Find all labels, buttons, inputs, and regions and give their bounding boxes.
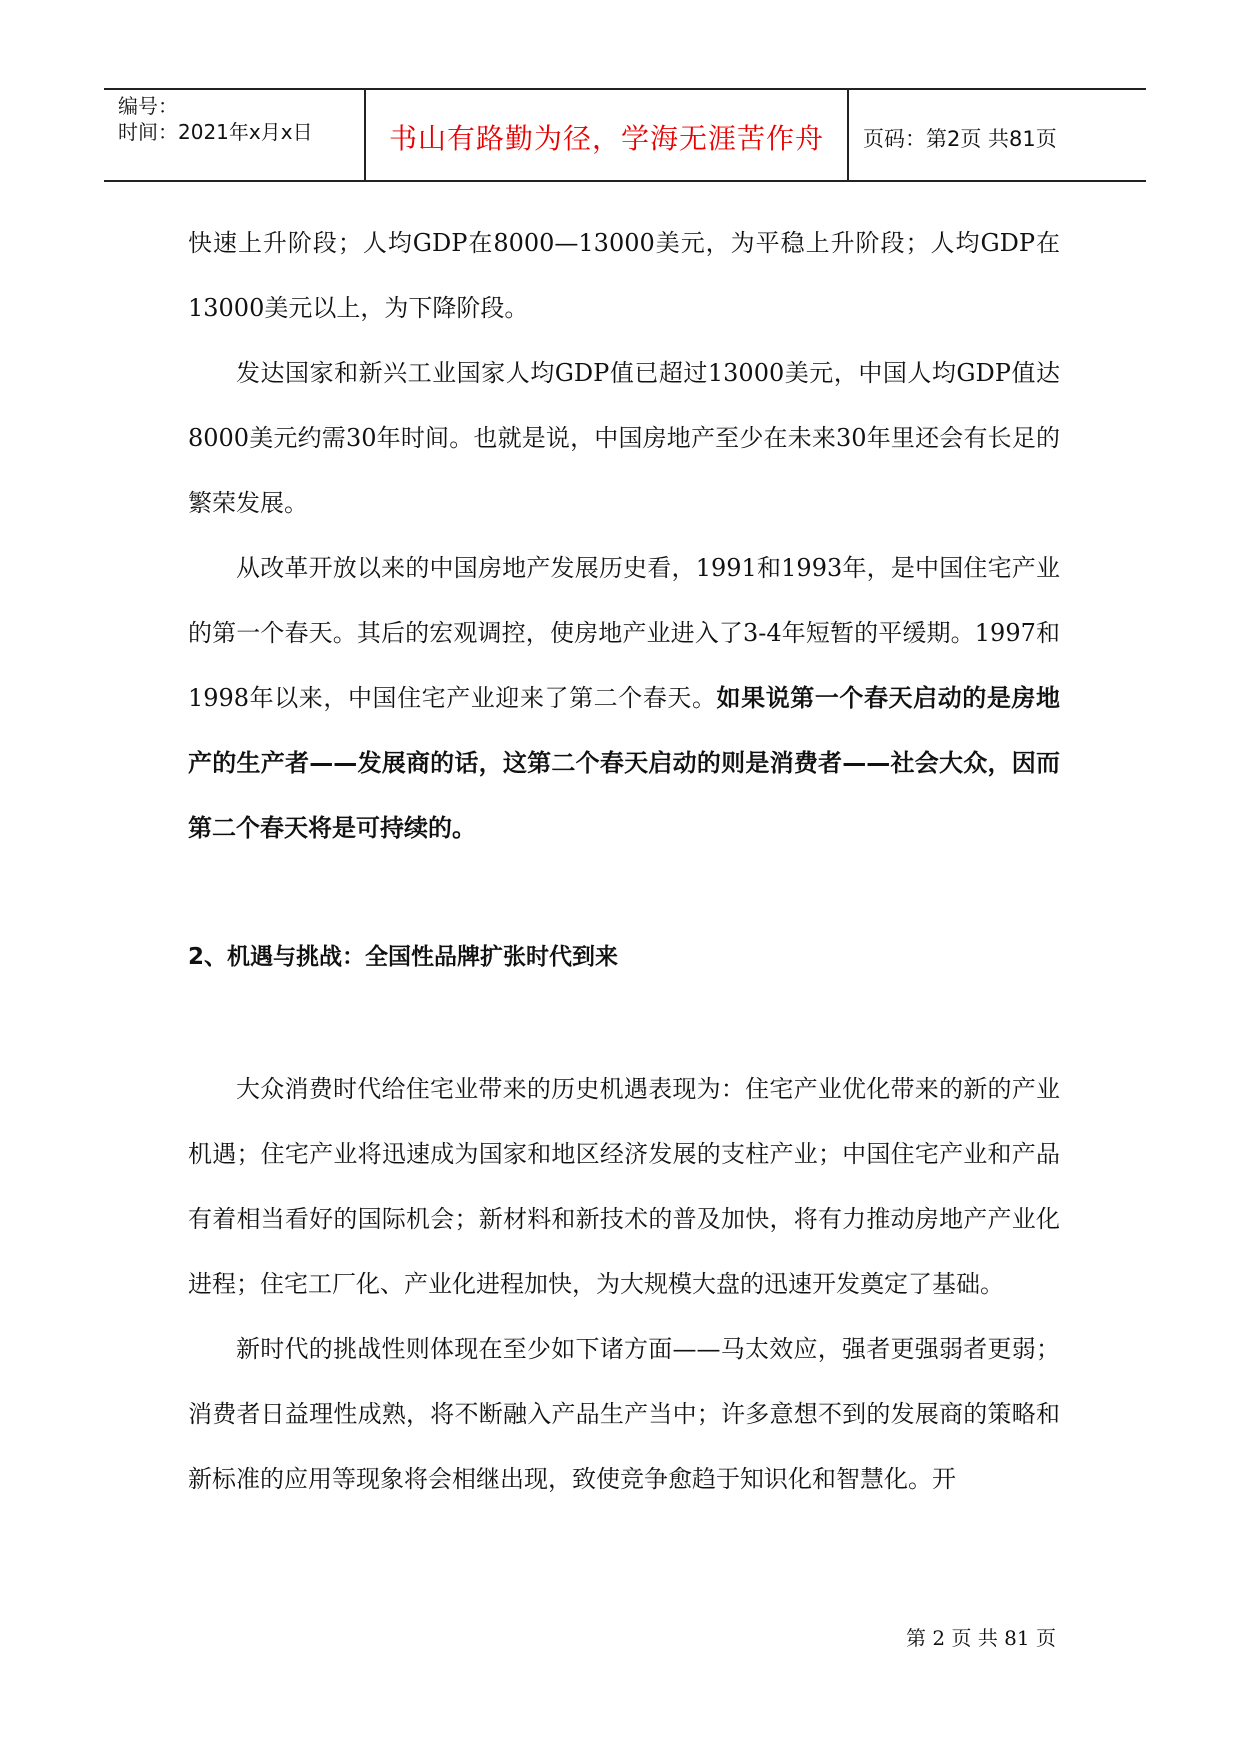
paragraph-5: 新时代的挑战性则体现在至少如下诸方面——马太效应，强者更强弱者更弱；消费者日益理性成熟，将不断融入产品生产当中；许多意想不到的发展商的策略和新标准的应用等现象将会相继出现，致使竞争愈趋于知识化和智慧化。开 (188, 1335, 1060, 1493)
content-block-top (188, 211, 1060, 861)
paragraph-1: 快速上升阶段；人均GDP在8000—13000美元，为平稳上升阶段；人均GDP在13000美元以上，为下降阶段。 (188, 229, 1060, 322)
paragraph-3-text: 从改革开放以来的中国房地产发展历史看，1991和1993年，是中国住宅产业的第一个春天。其后的宏观调控，使房地产业进入了3-4年短暂的平缓期。1997和1998年以来，中国住宅产业迎来了第二个春天。 (188, 554, 1060, 712)
serial-number-label: 编号： (118, 94, 178, 118)
page-footer: 第 2 页 共 81 页 (906, 1626, 1056, 1650)
content-block-bottom (188, 1057, 1060, 1512)
page-header (104, 88, 1146, 182)
paragraph-2: 发达国家和新兴工业国家人均GDP值已超过13000美元，中国人均GDP值达8000美元约需30年时间。也就是说，中国房地产至少在未来30年里还会有长足的繁荣发展。 (188, 359, 1060, 517)
header-info-cell (104, 90, 366, 180)
header-motto-cell (366, 90, 849, 180)
header-page-cell (849, 90, 1146, 180)
section-heading: 2、机遇与挑战：全国性品牌扩张时代到来 (188, 944, 619, 970)
paragraph-3-emphasis: 如果说第一个春天启动的是房地产的生产者——发展商的话，这第二个春天启动的则是消费者——社会大众，因而第二个春天将是可持续的。 (188, 684, 1061, 842)
page-code: 页码：第2页 共81页 (863, 127, 1057, 151)
paragraph-3 (188, 536, 1060, 861)
paragraph-4: 大众消费时代给住宅业带来的历史机遇表现为：住宅产业优化带来的新的产业机遇；住宅产业将迅速成为国家和地区经济发展的支柱产业；中国住宅产业和产品有着相当看好的国际机会；新材料和新技术的普及加快，将有力推动房地产产业化进程；住宅工厂化、产业化进程加快，为大规模大盘的迅速开发奠定了基础。 (188, 1075, 1060, 1298)
time-label: 时间：2021年x月x日 (118, 120, 313, 144)
motto-text: 书山有路勤为径，学海无涯苦作舟 (388, 122, 824, 155)
